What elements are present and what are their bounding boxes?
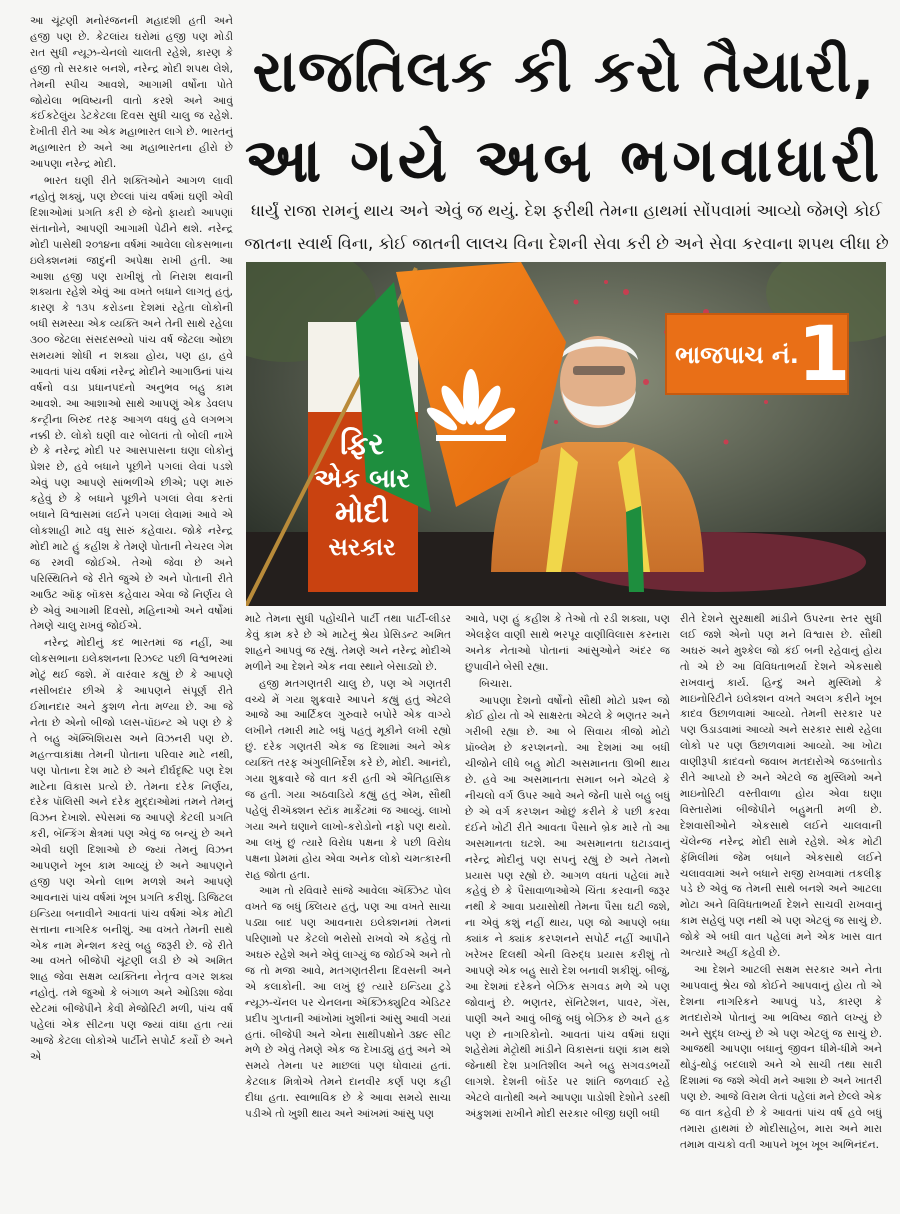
paragraph: આ ચૂંટણી મનોરંજનની મહાદશી હતી અને હજી પણ છે. કેટલાંય ઘરોમાં હજી પણ મોડી રાત સુધી ન્યૂઝ-ચેનલો ચાલતી રહેશે, કારણ કે હજી તો સરકાર બનશે, નરેન્દ્ર મોદી શપથ લેશે, તેમની સ્પીચ આવશે, આગામી વર્ષોના પોતે જોયેલા ભવિષ્યની વાતો કરશે અને આવું કંઈકટેલુંય ડેટકેટલા દિવસ સુધી ચાલુ જ રહેશે. દેખીતી રીતે આ એક મહાભારત લાગે છે. ભારતનું મહાભારત છે અને આ મહાભારતના હીરો છે આપણા નરેન્દ્ર મોદી. (30, 15, 233, 171)
paragraph: આપણા દેશનો વર્ષોનો સૌથી મોટો પ્રશ્ન જો કોઈ હોય તો એ સાક્ષરતા એટલે કે ભણતર અને ગરીબી રહ્યા છે. આ બે સિવાય ત્રીજો મોટો પ્રૉબ્લેમ છે કરપ્શનનો. આ દેશમાં આ બધી ચીજોને લીધે બહુ મોટી અસમાનતા ઊભી થાય છે. હવે આ અસમાનતા સમાન બને એટલે કે નીચલો વર્ગ ઉપર આવે અને જેની પાસે બહુ બધું છે એ વર્ગ કરપ્શન ઓછું કરીને કે પછી કરવા દઈને ખોટી રીતે આવતા પૈસાને બ્રેક મારે તો આ અસમાનતા ઘટશે. આ અસમાનતા ઘટાડવાનું નરેન્દ્ર મોદીનું પણ સપનું રહ્યું છે અને તેમનો પ્રયાસ પણ રહ્યો છે. આગળ વધતાં પહેલાં મારે કહેવું છે કે પૈસાવાળાઓએ ચિંતા કરવાની જરૂર નથી કે આવા પ્રયાસોથી તેમના પૈસા ઘટી જશે, ના એવું કશું નહીં થાય, પણ જો આપણે બધા ક્યાંક ને ક્યાંક કરપ્શનને સપોર્ટ નહીં આપીને ખરેખર દિલથી એની વિરુદ્ધ પ્રયાસ કરીશું તો આપણે એક બહુ સારો દેશ બનાવી શકીશું. બીજું, આ દેશમાં દરેકને બેઝિક સગવડ મળે એ પણ જોવાનું છે. ભણતર, સૅનિટેશન, પાવર, ગૅસ, પાણી અને આવું બીજું બધું બેઝિક છે અને હક પણ છે નાગરિકોનો. આવતાં પાંચ વર્ષમાં ઘણાં શહેરોમાં મેટ્રોથી માંડીને વિકાસનાં ઘણાં કામ થશે જેનાથી દેશ પ્રગતિશીલ અને બહુ સગવડભર્યો લાગશે. દેશની બૉર્ડર પર શાંતિ જળવાઈ રહે એટલે વાતોથી અને આપણા પાડોશી દેશોને ડરથી અંકુશમાં રાખીને મોદી સરકાર બીજી ઘણી બધી (465, 694, 670, 1121)
paragraph: નરેન્દ્ર મોદીનું કદ ભારતમાં જ નહીં, આ લોકસભાના ઇલેક્શનના રિઝલ્ટ પછી વિશ્વભરમાં મોટું થઈ જશે. મેં વારંવાર કહ્યું છે કે આપણે નસીબદાર છીએ કે આપણને સંપૂર્ણ રીતે ઈમાનદાર અને કુશળ નેતા મળ્યા છે. આ જે નેતા છે એનો બીજો પ્લસ-પૉઇન્ટ એ પણ છે કે તે બહુ ઍમ્બિશિયસ અને વિઝનરી પણ છે. મહત્ત્વાકાંક્ષા તેમની પોતાના પરિવાર માટે નથી, પણ પોતાના દેશ માટે છે અને દીર્ઘદૃષ્ટિ પણ દેશ માટેના વિકાસ પ્રત્યે છે. તેમના દરેક નિર્ણય, દરેક પૉલિસી અને દરેક મુદ્દાઓમાં તમને તેમનું વિઝન દેખાશે. સ્પેસમાં જ આપણે કેટલી પ્રગતિ કરી, બૅન્કિંગ ક્ષેત્રમાં પણ એવું જ બન્યું છે અને એવી ઘણી દિશાઓ છે જ્યાં તેમનું વિઝન આપણને ખૂબ કામ આવ્યું છે અને આપણને હજી પણ એનો લાભ મળશે અને આપણે આવનારાં પાંચ વર્ષમાં ખૂબ પ્રગતિ કરીશું. ડિજિટલ ઇન્ડિયા બનાવીને આવતાં પાંચ વર્ષમાં એક મોટી સત્તાના નાગરિક બનીશું. આ વખતે તેમની સાથે એક નામ મેન્શન કરવું બહુ જરૂરી છે. જે રીતે આ વખતે બીજેપી ચૂંટણી લડી છે એ અમિત શાહ જેવા સક્ષમ વ્યક્તિના નેતૃત્વ વગર શક્ય નહોતું. તમે જુઓ કે બંગાળ અને ઓડિશા જેવા સ્ટેટમાં બીજેપીને કેવી મેજોરિટી મળી, પાંચ વર્ષ પહેલાં એક સીટના પણ જ્યાં વાંધા હતા ત્યાં આજે કેટલા લોકોએ પાર્ટીને સપોર્ટ કર્યો છે અને એ (30, 637, 233, 1063)
paragraph: હજી મતગણતરી ચાલુ છે, પણ એ ગણતરી વચ્ચે મેં ગયા શુક્રવારે આપને કહ્યું હતું એટલે આજે આ આર્ટિકલ ગુરુવારે બપોરે એક વાગ્યે લખીને તમારી માટે બધું પહતું મૂકીને લખી રહ્યો છું. દરેક ગણતરી એક જ દિશામાં અને એક વ્યક્તિ તરફ અંગુલીનિર્દેશ કરે છે, મોદી. આનંદો, ગયા શુક્રવારે જે વાત કરી હતી એ ઐતિહાસિક જ હતી. ગયા અઠવાડિયે કહ્યું હતું એમ, સૌથી પહેલું રીઍક્શન સ્ટૉક માર્કેટમાં જ આવ્યું. લાખો ગયા અને ઘણાને લાખો-કરોડોનો નફો પણ થયો. આ લખું છું ત્યારે વિરોધ પક્ષના કે પછી વિરોધ પક્ષના પ્રેમમાં હોય એવા અનેક લોકો ચમત્કારની રાહ જોતા હતા. (245, 677, 451, 881)
paragraph: ભારત ઘણી રીતે શક્તિઓને આગળ લાવી નહોતું શક્યું, પણ છેલ્લાં પાંચ વર્ષમાં ઘણી એવી દિશાઓમાં પ્રગતિ કરી છે જેનો ફાયદો આપણાં સંતાનોને, આપણી આગામી પેઢીને થશે. નરેન્દ્ર મોદી પાસેથી ૨૦૧૪ના વર્ષમાં આવેલા લોકસભાના ઇલેક્શનમાં જાદુની અપેક્ષા રાખી હતી. આ આશા હજી પણ રાખીશું તો નિરાશ થવાની શક્યતા રહેશે એવું આ વખતે બધાને લાગતું હતું, કારણ કે ૧૩૫ કરોડના દેશમાં રહેતા લોકોની બધી સમસ્યા એક વ્યક્તિ અને તેની સાથે રહેલા ૩૦૦ જેટલા સંસદસભ્યો પાંચ વર્ષ જેટલા ઓછા સમયમાં શોધી ન શક્યા હોય, પણ હા, હવે આવતાં પાંચ વર્ષમાં નરેન્દ્ર મોદીને આગાઉનાં પાંચ વર્ષનો વડા પ્રધાનપદનો અનુભવ બહુ કામ આવશે. આ આશાઓ સાથે આપણું એક ડેવલપ કન્ટ્રીના બિરુદ તરફ આગળ વધવું હવે લગભગ નક્કી છે. લોકો ઘણી વાર બોલતાં તો બોલી નાખે છે કે નરેન્દ્ર મોદી પર આસપાસના ઘણા લોકોનું પ્રેશર છે, હવે બધાને પૂછીને પગલાં લેવાં પડશે એવું પણ આપણે સાંભળીએ છીએ; પણ મારું કહેવું છે કે બધાને પૂછીને પગલાં લેવા કરતાં બધાને વિશ્વાસમાં લઈને પગલાં લેવામાં આવે એ લોકશાહી માટે વધુ સારું કહેવાય. જોકે નરેન્દ્ર મોદી માટે હું કહીશ કે તેમણે પોતાની નેચરલ ગેમ જ રમવી જોઈએ. તેઓ જેવા છે અને પરિસ્થિતિને જે રીતે જુએ છે અને પોતાની રીતે આઉટ ઑફ બૉક્સ કહેવાય એવા જે નિર્ણય લે છે એવું આગામી દિવસો, મહિનાઓ અને વર્ષોમાં તેમણે ચાલુ રાખવું જોઈએ. (30, 175, 233, 633)
headline-line-1: રાજતિલક કી કરો તૈયારી, (252, 37, 876, 105)
banner-right-text: ભાજપાચ નં. (675, 341, 799, 369)
banner-text-line: મોદી (334, 495, 390, 530)
article-column-2 (245, 612, 451, 1202)
banner-text-line: ફિર (340, 427, 384, 462)
article-column-1 (30, 14, 233, 1204)
banner-right-number: 1 (797, 309, 851, 398)
paragraph: રીતે દેશને સુરક્ષાથી માંડીને ઉપરના સ્તર સુધી લઈ જશે એનો પણ મને વિશ્વાસ છે. સૌથી અઘરું અને મુશ્કેલ જો કંઈ બની રહેવાનું હોય તો એ છે આ વિવિધતાભર્યા દેશને એકસાથે રાખવાનું કાર્ય. હિન્દુ અને મુસ્લિમો કે માઇનોરિટીને ઇલેક્શન વખતે અલગ કરીને ખૂબ કાદવ ઉછાળવામાં આવ્યો. તેમની સરકાર પર પણ ઉડાડવામાં આવ્યો અને સરકાર સાથે રહેલા લોકો પર પણ ઉછાળવામાં આવ્યો. આ ખોટા વાણીરૂપી કાદવનો જવાબ મતદારોએ જડબાતોડ રીતે આપ્યો છે અને એટલે જ મુસ્લિમો અને માઇનોરિટી વસ્તીવાળા હોય એવા ઘણા વિસ્તારોમાં બીજેપીને બહુમતી મળી છે. દેશવાસીઓને એકસાથે લઈને ચાલવાની ચૅલેન્જ નરેન્દ્ર મોદી સામે રહેશે. એક મોટી ફૅમિલીમાં જેમ બધાને એકસાથે લઈને ચલાવવામાં અને બધાને રાજી રાખવામાં તકલીફ પડે છે એવું જ તેમની સાથે બનશે અને આટલા મોટા અને વિવિધતાભર્યા દેશને સાચવી રાખવાનું કામ સહેલું પણ નથી એ પણ એટલું જ સાચું છે. જોકે એ બધી વાત પહેલાં મને એક ખાસ વાત અત્યારે અહીં કહેવી છે. (680, 613, 882, 960)
deck-line-1: ધાર્યું રાજા રામનું થાય અને એવું જ થયું. દેશ ફરીથી તેમના હાથમાં સોંપવામાં આવ્યો જેમણે કોઈ (251, 201, 882, 220)
paragraph: આ દેશને આટલી સક્ષમ સરકાર અને નેતા આપવાનું શ્રેય જો કોઈને આપવાનું હોય તો એ દેશના નાગરિકને આપવું પડે, કારણ કે મતદારોએ પોતાનું આ ભવિષ્ય જાતે લખ્યું છે અને સુદ્ધ લખ્યું છે એ પણ એટલું જ સાચું છે. આજથી આપણા બધાનું જીવન ધીમે-ધીમે અને થોડું-થોડું બદલાશે અને એ સાચી તથા સારી દિશામાં જ જશે એવી મને આશા છે અને ખાતરી પણ છે. આજે વિરામ લેતાં પહેલાં મને છેલ્લે એક જ વાત કહેવી છે કે આવતાં પાંચ વર્ષ હવે બધું તમારા હાથમાં છે મોદીસાહેબ, મારા અને મારા તમામ વાચકો વતી આપને ખૂબ ખૂબ અભિનંદન. (680, 963, 882, 1151)
paragraph: માટે તેમના સુધી પહોંચીને પાર્ટી તથા પાર્ટી-લીડર કેવું કામ કરે છે એ માટેનું શ્રેય પ્રેસિડન્ટ અમિત શાહને આપવું જ રહ્યું. તેમણે અને નરેન્દ્ર મોદીએ મળીને આ દેશને એક નવા સ્થાને બેસાડ્યો છે. (245, 613, 451, 673)
lead-photo (246, 262, 886, 606)
article-column-3 (465, 612, 670, 1202)
paragraph: આવે, પણ હું કહીશ કે તેઓ તો રડી શક્યા, પણ એલફેલ વાણી સાથે ભરપૂર વાણીવિલાસ કરનારા અનેક નેતાઓ પોતાનાં આંસુઓને અંદર જ છુપાવીને બેસી રહ્યા. (465, 613, 670, 673)
headline-line-2: આ ગયે અબ ભગવાધારી (244, 126, 884, 196)
paragraph: આમ તો રવિવારે સાંજે આવેલા ઍક્ઝિટ પોલ વખતે જ બધું ક્લિયર હતું, પણ આ વખતે સાચા પડ્યા બાદ પણ આવનારા ઇલેક્શનમાં તેમનાં પરિણામો પર કેટલો ભરોસો રાખવો એ કહેવું તો અઘરું રહેશે અને એવું લાગ્યું જ જોઈએ અને તો જ તો મજા આવે, મતગણતરીના દિવસની અને એ કલાકોની. આ લખું છું ત્યારે ઇન્ડિયા ટુડે ન્યૂઝ-ચૅનલ પર ચેનલના ઍક્ઝિક્યુટિવ એડિટર પ્રદીપ ગુપ્તાની આંખોમાં ખુશીનાં આંસુ આવી ગયાં હતાં. બીજેપી અને એના સાથીપક્ષોને ૩૪૯ સીટ મળે છે એવું તેમણે એક જ દેખાડ્યું હતું અને એ સમયે તેમના પર માછલાં પણ ધોવાયાં હતાં. કેટલાક મિત્રોએ તેમને દાનવીર કર્ણ પણ કહી દીધા હતા. સ્વાભાવિક છે કે આવા સમયે સાચા પડીએ તો ખુશી થાય અને આંખમાં આંસુ પણ (245, 885, 451, 1121)
deck-line-2: જાતના સ્વાર્થ વિના, કોઈ જાતની લાલચ વિના દેશની સેવા કરી છે અને સેવા કરવાના શપથ લીધા છે (244, 234, 889, 253)
banner-text-line: સરકાર (328, 533, 396, 561)
paragraph: બિચારા. (479, 677, 513, 690)
article-column-4 (680, 612, 882, 1202)
banner-text-line: એક બાર (314, 464, 410, 494)
